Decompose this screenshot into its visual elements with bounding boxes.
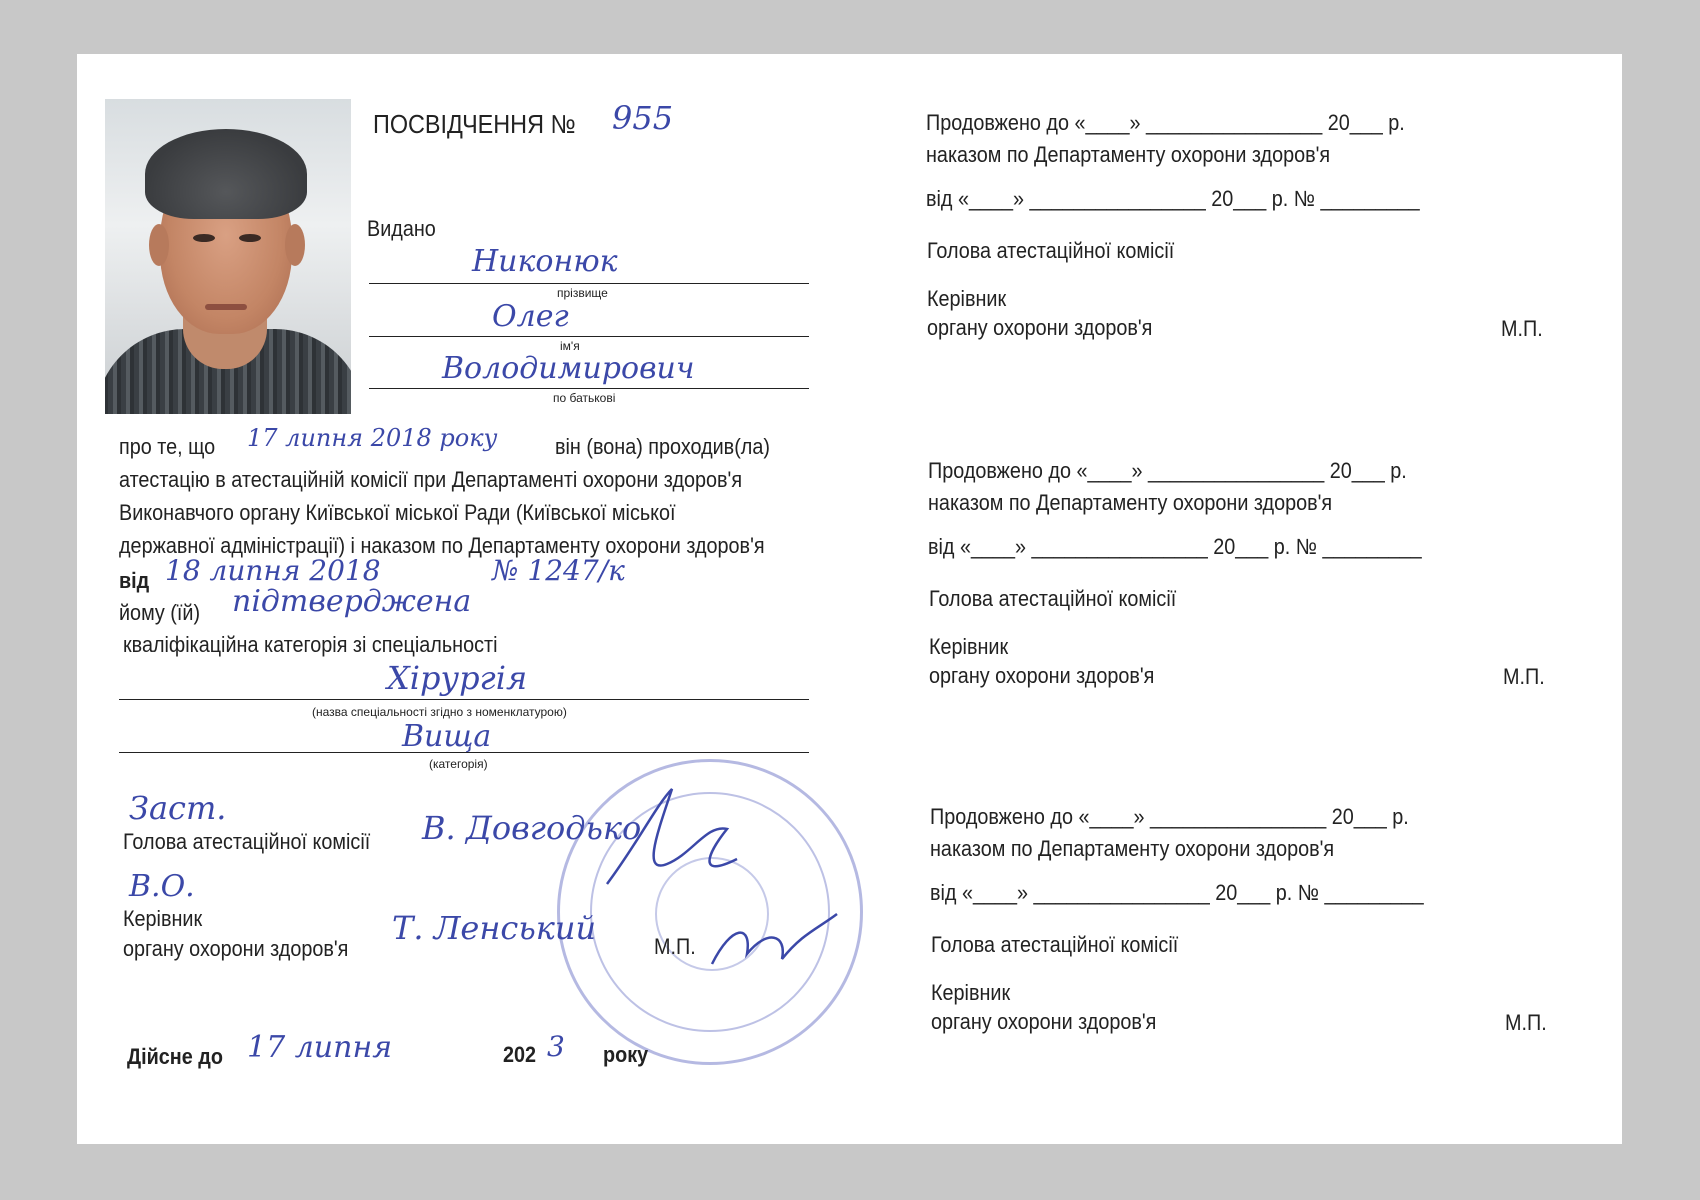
deputy-note: Заст.: [129, 789, 227, 827]
extension-line2: наказом по Департаменту охорони здоров'я: [926, 142, 1331, 167]
first-name-value: Олег: [492, 299, 569, 334]
category-caption: (категорія): [429, 757, 488, 771]
certificate-number: 955: [612, 99, 674, 137]
certificate-sheet: [77, 54, 1622, 1144]
patronymic-caption: по батькові: [553, 391, 616, 405]
extension-line1: Продовжено до «____» ________________ 20___ р.: [928, 458, 1407, 483]
extension-head2: органу охорони здоров'я: [927, 315, 1153, 340]
him-her-label: йому (їй): [119, 600, 201, 625]
valid-year-prefix: 202: [503, 1042, 537, 1067]
extension-line3: від «____» ________________ 20___ р. № _________: [930, 880, 1424, 905]
valid-label: Дійсне до: [127, 1044, 223, 1069]
commission-head-signature: В. Довгодько: [422, 809, 642, 847]
body-line-1-end: він (вона) проходив(ла): [555, 434, 770, 459]
seal-label: М.П.: [654, 934, 696, 959]
extension-seal: М.П.: [1501, 316, 1543, 341]
body-line-1-start: про те, що: [119, 434, 216, 459]
body-line-2: атестацію в атестаційній комісії при Департаменті охорони здоров'я: [119, 467, 743, 492]
extension-seal: М.П.: [1505, 1010, 1547, 1035]
head-scribble: [707, 894, 847, 984]
acting-note: В.О.: [129, 869, 195, 904]
extension-head2: органу охорони здоров'я: [929, 663, 1155, 688]
head-label-line1: Керівник: [123, 906, 203, 931]
head-signature: Т. Ленський: [392, 909, 597, 947]
certificate-title: ПОСВІДЧЕННЯ №: [373, 109, 576, 139]
extension-head1: Керівник: [927, 286, 1007, 311]
commission-head-scribble: [597, 784, 757, 904]
confirmation-value: підтверджена: [232, 584, 472, 619]
extension-line3: від «____» ________________ 20___ р. № _________: [926, 186, 1420, 211]
body-line-3: Виконавчого органу Київської міської Ради (Київської міської: [119, 500, 676, 525]
body-line-4: державної адміністрації) і наказом по Департаменту охорони здоров'я: [119, 533, 765, 558]
patronymic-value: Володимирович: [442, 351, 695, 386]
order-date: 18 липня 2018: [165, 554, 381, 587]
extension-line2: наказом по Департаменту охорони здоров'я: [930, 836, 1335, 861]
category-value: Вища: [402, 719, 492, 754]
surname-value: Никонюк: [472, 244, 618, 279]
extension-line1: Продовжено до «____» ________________ 20___ р.: [930, 804, 1409, 829]
valid-year-suffix: року: [603, 1042, 649, 1067]
extension-line1: Продовжено до «____» ________________ 20___ р.: [926, 110, 1405, 135]
extension-commission: Голова атестаційної комісії: [931, 932, 1179, 957]
holder-photo: [105, 99, 351, 414]
extension-commission: Голова атестаційної комісії: [927, 238, 1175, 263]
issued-label: Видано: [367, 216, 436, 241]
specialty-caption: (назва спеціальності згідно з номенклатурою): [312, 705, 567, 719]
extension-line3: від «____» ________________ 20___ р. № _________: [928, 534, 1422, 559]
extension-head1: Керівник: [929, 634, 1009, 659]
attestation-date: 17 липня 2018 року: [247, 424, 498, 452]
qualification-label: кваліфікаційна категорія зі спеціальності: [123, 632, 498, 657]
extension-seal: М.П.: [1503, 664, 1545, 689]
surname-caption: прізвище: [557, 286, 608, 300]
extension-head1: Керівник: [931, 980, 1011, 1005]
extension-head2: органу охорони здоров'я: [931, 1009, 1157, 1034]
extension-line2: наказом по Департаменту охорони здоров'я: [928, 490, 1333, 515]
first-name-caption: ім'я: [560, 339, 580, 353]
valid-date: 17 липня: [247, 1030, 393, 1065]
order-from-label: від: [119, 568, 150, 593]
order-number: № 1247/к: [492, 554, 625, 587]
commission-head-label: Голова атестаційної комісії: [123, 829, 371, 854]
head-label-line2: органу охорони здоров'я: [123, 936, 349, 961]
valid-year-digit: 3: [547, 1030, 565, 1063]
specialty-value: Хірургія: [387, 659, 528, 697]
extension-commission: Голова атестаційної комісії: [929, 586, 1177, 611]
